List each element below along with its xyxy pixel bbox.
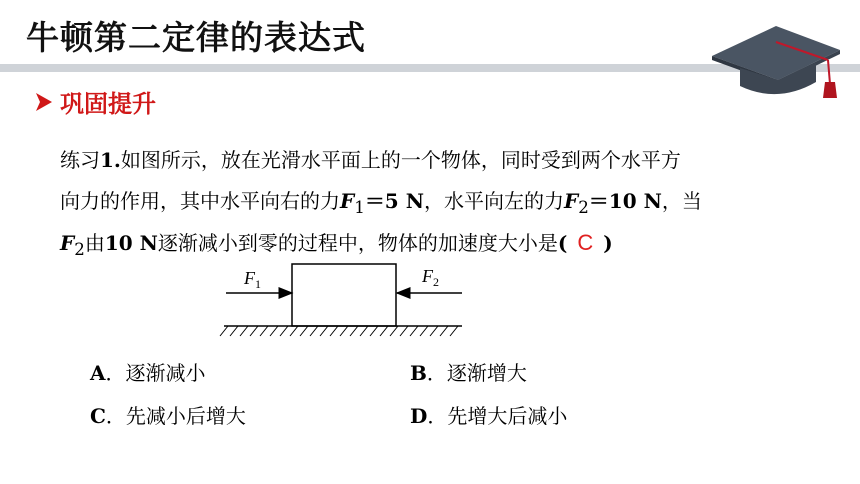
graduation-cap-icon [706, 10, 846, 100]
problem-text [60, 140, 820, 263]
choice-d[interactable]: D．先增大后减小 [410, 404, 568, 428]
choice-c[interactable]: C．先减小后增大 [90, 404, 246, 428]
choice-b[interactable]: B．逐渐增大 [410, 361, 527, 385]
problem-line-2: 向力的作用，其中水平向右的力$F_1=5$ N，水平向左的力$F_2=10$ N，当 [60, 189, 702, 217]
force-diagram [216, 256, 496, 346]
section-heading [34, 84, 156, 119]
answer-mark: C [577, 230, 594, 255]
problem-line-3: $F_2$由10 N逐渐减小到零的过程中，物体的加速度大小是( C ) [60, 230, 613, 259]
problem-line-1: 练习1.如图所示，放在光滑水平面上的一个物体，同时受到两个水平方 [60, 148, 681, 172]
arrow-chevron-icon [34, 91, 54, 113]
choice-a[interactable]: A．逐渐减小 [90, 361, 206, 385]
section-label: 巩固提升 [60, 90, 156, 118]
slide-title: 牛顿第二定律的表达式 [26, 18, 366, 57]
f2-label: $F_2$ [422, 266, 439, 289]
f1-label: $F_1$ [244, 268, 261, 291]
ground-hatch [220, 326, 458, 336]
block [292, 264, 396, 326]
